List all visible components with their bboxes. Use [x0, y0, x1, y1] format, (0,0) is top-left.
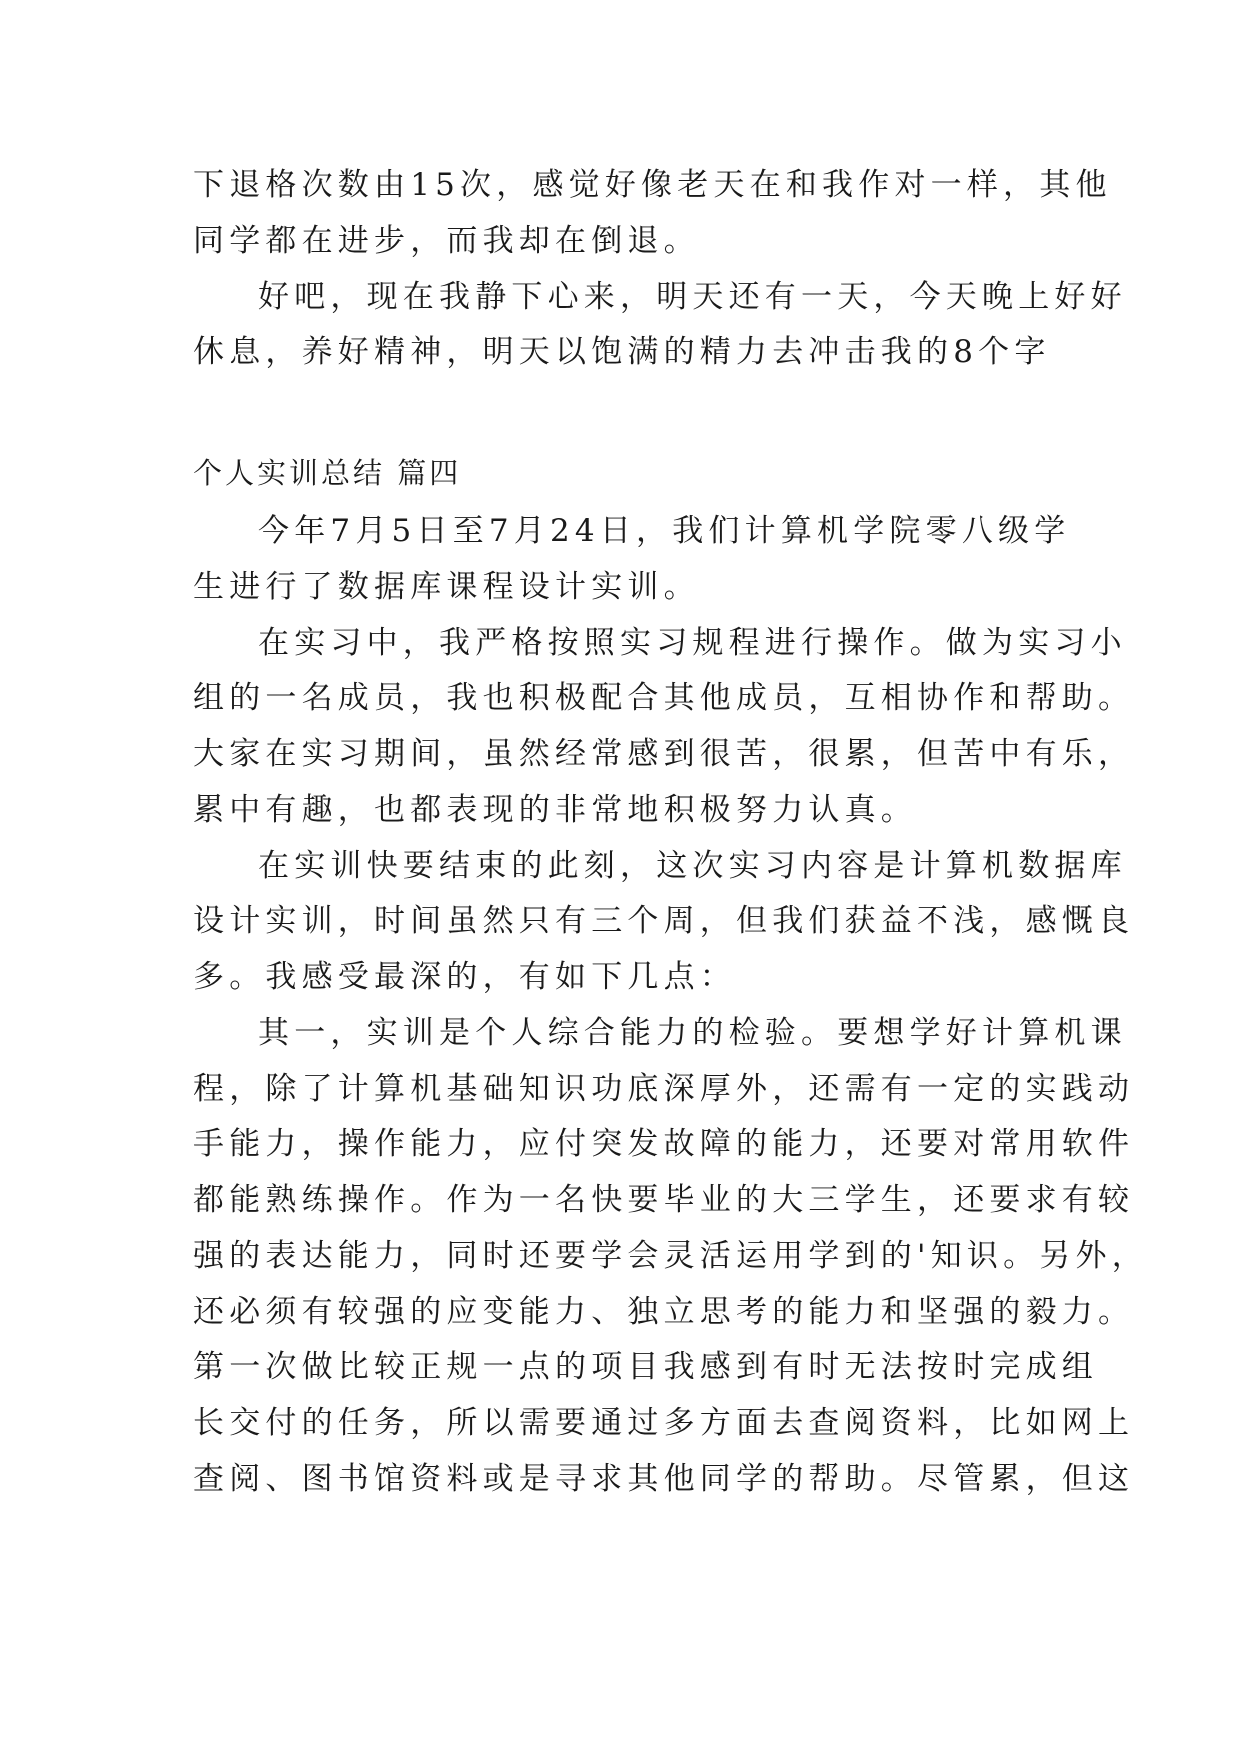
text-line: 手能力，操作能力，应付突发故障的能力，还要对常用软件: [193, 1126, 1135, 1162]
text-line: 今年7月5日至7月24日，我们计算机学院零八级学: [258, 513, 1071, 549]
text-line: 强的表达能力，同时还要学会灵活运用学到的'知识。另外，: [193, 1238, 1148, 1274]
text-line: 多。我感受最深的，有如下几点：: [193, 959, 736, 995]
text-line: 在实习中，我严格按照实习规程进行操作。做为实习小: [258, 625, 1127, 661]
text-line: 都能熟练操作。作为一名快要毕业的大三学生，还要求有较: [193, 1182, 1135, 1218]
text-line: 其一，实训是个人综合能力的检验。要想学好计算机课: [258, 1015, 1127, 1051]
text-line: 下退格次数由15次，感觉好像老天在和我作对一样，其他: [193, 167, 1112, 203]
text-line: 设计实训，时间虽然只有三个周，但我们获益不浅，感慨良: [193, 903, 1135, 939]
text-line: 大家在实习期间，虽然经常感到很苦，很累，但苦中有乐，: [193, 736, 1135, 772]
text-line: 同学都在进步，而我却在倒退。: [193, 223, 700, 259]
text-line: 累中有趣，也都表现的非常地积极努力认真。: [193, 792, 917, 828]
text-line: 在实训快要结束的此刻，这次实习内容是计算机数据库: [258, 848, 1127, 884]
text-line: 组的一名成员，我也积极配合其他成员，互相协作和帮助。: [193, 680, 1135, 716]
text-line: 长交付的任务，所以需要通过多方面去查阅资料，比如网上: [193, 1405, 1135, 1441]
text-line: 查阅、图书馆资料或是寻求其他同学的帮助。尽管累，但这: [193, 1461, 1135, 1497]
text-line: 还必须有较强的应变能力、独立思考的能力和坚强的毅力。: [193, 1294, 1135, 1330]
section-title: 个人实训总结 篇四: [193, 456, 462, 490]
text-line: 第一次做比较正规一点的项目我感到有时无法按时完成组: [193, 1349, 1098, 1385]
text-line: 好吧，现在我静下心来，明天还有一天，今天晚上好好: [258, 279, 1127, 315]
text-line: 程，除了计算机基础知识功底深厚外，还需有一定的实践动: [193, 1071, 1135, 1107]
text-line: 生进行了数据库课程设计实训。: [193, 569, 700, 605]
text-line: 休息，养好精神，明天以饱满的精力去冲击我的8个字: [193, 334, 1051, 370]
